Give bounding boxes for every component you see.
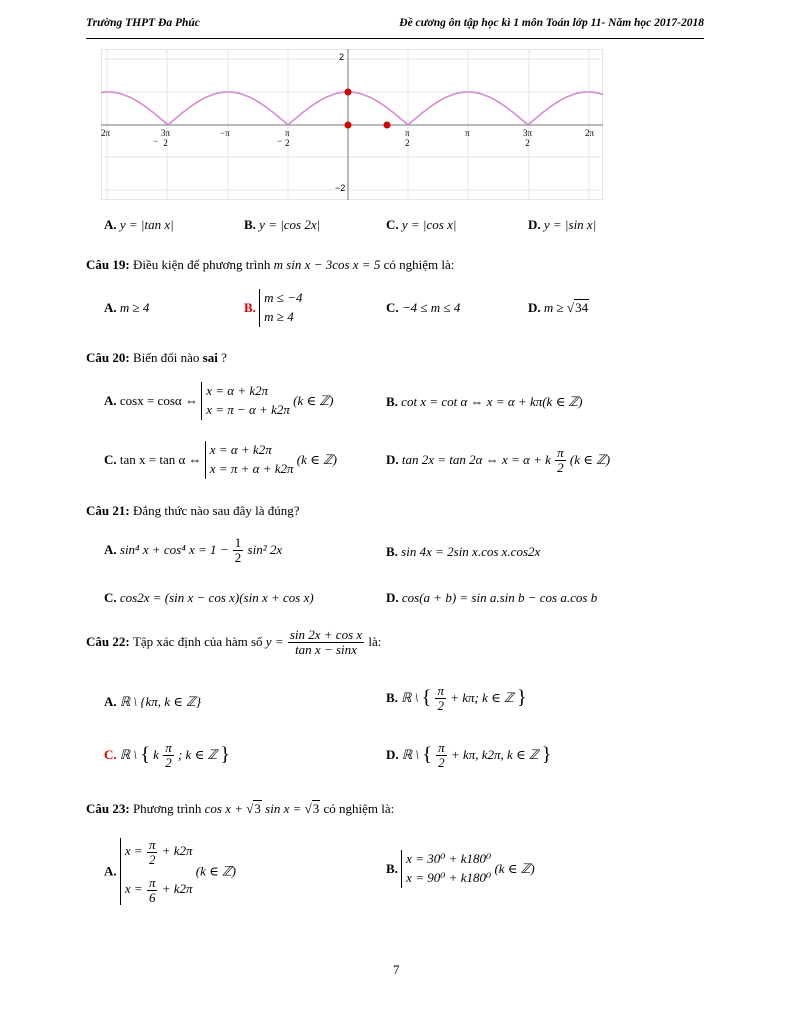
bracket-line: x = π − α + k2π: [206, 401, 290, 417]
denominator: 2: [165, 754, 172, 770]
question-number: Câu 19:: [86, 257, 130, 272]
numerator: π: [438, 740, 445, 755]
point-origin: [345, 122, 352, 129]
option-text: cos2x = (sin x − cos x)(sin x + cos x): [119, 590, 314, 605]
y-tick-bottom: −2: [335, 183, 346, 193]
q22-stem: [86, 628, 381, 656]
option-label: D.: [528, 300, 541, 315]
bracket-line: m ≥ 4: [264, 308, 294, 324]
x-tick-den: 2: [405, 138, 410, 148]
option-prefix: sin⁴ x + cos⁴ x = 1 −: [119, 542, 229, 558]
option-label: A.: [104, 217, 117, 232]
option-suffix: ; k ∈ ℤ: [177, 747, 218, 763]
bracket-line: x = α + k2π: [209, 442, 272, 457]
denominator: 2: [438, 754, 445, 770]
option-label: B.: [386, 544, 398, 559]
option-suffix: (k ∈ ℤ): [293, 392, 334, 408]
brace-close: }: [541, 743, 552, 766]
point-right: [384, 122, 391, 129]
option-label: A.: [104, 300, 117, 315]
q23-option-b[interactable]: [386, 850, 535, 888]
numerator: π: [437, 683, 444, 698]
function-graph: [101, 49, 603, 200]
option-text: y = |sin x|: [543, 217, 597, 232]
option-label: A.: [104, 694, 117, 709]
option-label: C.: [104, 590, 117, 605]
option-suffix: + kπ, k2π, k ∈ ℤ: [450, 747, 539, 763]
question-text: Phương trình: [132, 801, 202, 816]
option-text: m ≥ 4: [119, 300, 150, 315]
denominator: 2: [557, 459, 564, 475]
option-prefix: ℝ \: [401, 690, 419, 706]
option-bracket: [401, 850, 491, 888]
q21-option-c[interactable]: [104, 590, 314, 606]
option-prefix: tan 2x = tan 2α ⇔ x = α + k: [401, 452, 551, 468]
option-bracket: [259, 289, 302, 327]
x-tick-num: 3π: [161, 128, 171, 138]
sqrt-radicand: 34: [575, 300, 589, 315]
option-text: −4 ≤ m ≤ 4: [401, 300, 461, 315]
question-text: Biến đổi nào: [132, 350, 200, 365]
option-label: A.: [104, 392, 117, 408]
x-tick-label: [523, 128, 532, 148]
fraction: [555, 446, 566, 474]
q20-stem: [86, 350, 227, 366]
header-title: Đề cương ôn tập học kì 1 môn Toán lớp 11- Năm học 2017-2018: [399, 17, 704, 29]
question-equation: m sin x − 3cos x = 5: [273, 257, 381, 272]
option-label: B.: [244, 217, 256, 232]
q20-option-d[interactable]: [386, 446, 610, 474]
option-text: y = |cos x|: [401, 217, 457, 232]
q23-option-a[interactable]: [104, 838, 236, 905]
option-suffix: + kπ; k ∈ ℤ: [450, 690, 514, 706]
question-number: Câu 22:: [86, 634, 130, 650]
option-label: D.: [386, 747, 399, 763]
sqrt-radicand: 3: [312, 801, 320, 816]
sqrt-radicand: 3: [254, 801, 261, 816]
option-label: B.: [386, 690, 398, 706]
equation-part: sin x =: [265, 801, 305, 816]
x-tick-num: π: [285, 128, 290, 138]
q20-option-b[interactable]: [386, 394, 582, 410]
option-bracket: [201, 382, 290, 420]
bracket-line: x = α + k2π: [206, 383, 269, 398]
x-tick-label: 2π: [585, 128, 595, 138]
q20-option-c[interactable]: [104, 441, 337, 479]
q21-option-a[interactable]: [104, 536, 282, 564]
question-text: Điều kiện để phương trình: [132, 257, 271, 272]
option-label: B.: [386, 394, 398, 409]
option-prefix: tan x = tan α ⇔: [119, 451, 202, 467]
option-label: B.: [386, 860, 398, 876]
brace-open: {: [422, 743, 432, 766]
denominator: tan x − sinx: [295, 641, 357, 657]
q20-option-a[interactable]: [104, 382, 333, 420]
q19-stem: [86, 257, 454, 273]
graph-svg: [101, 49, 603, 200]
fraction: [163, 741, 174, 769]
y-tick-top: 2: [339, 52, 345, 62]
q22-option-c[interactable]: [104, 741, 230, 769]
x-tick-label: [405, 128, 410, 148]
equation-prefix: y =: [265, 634, 284, 650]
option-text: y = |tan x|: [119, 217, 174, 232]
option-label: D.: [386, 590, 399, 605]
q19-option-d[interactable]: D. m ≥ √34: [528, 300, 589, 315]
bracket-line: m ≤ −4: [264, 290, 303, 305]
option-label: A.: [104, 863, 117, 879]
q19-option-c[interactable]: [386, 300, 460, 316]
brace-close: }: [220, 743, 230, 766]
option-label: C.: [386, 300, 399, 315]
question-text: Tập xác định của hàm số: [132, 634, 263, 650]
brace-close: }: [516, 686, 527, 709]
bracket-line: x = 30⁰ + k180⁰: [406, 851, 492, 866]
x-tick-den: 2: [163, 138, 168, 148]
question-text: Đẳng thức nào sau đây là đúng?: [132, 503, 300, 518]
x-tick-label: −π: [220, 128, 230, 138]
fraction: [436, 741, 447, 769]
numerator: π: [557, 445, 564, 460]
option-text: sin 4x = 2sin x.cos x.cos2x: [401, 544, 541, 559]
q23-stem: Câu 23: Phương trình cos x + √3 sin x = √3 có nghiệm là:: [86, 801, 395, 816]
option-text: cot x = cot α ⇔ x = α + kπ(k ∈ ℤ): [401, 394, 583, 409]
bracket-line: x = $\frac{\pi}{6}$ + k2π: [124, 875, 193, 905]
denominator: 2: [234, 549, 242, 565]
option-suffix: (k ∈ ℤ): [195, 863, 236, 879]
option-bracket: [120, 838, 193, 905]
x-tick-minus: −: [277, 136, 283, 146]
question-tail: có nghiệm là:: [383, 257, 455, 272]
x-tick-den: 2: [525, 138, 530, 148]
x-tick-num: π: [405, 128, 410, 138]
option-prefix: ℝ \: [119, 747, 138, 763]
option-label: B.: [244, 299, 256, 315]
option-label: C.: [104, 747, 117, 763]
point-top: [345, 89, 352, 96]
option-prefix: cosx = cosα ⇔: [119, 392, 198, 408]
question-number: Câu 23:: [86, 801, 130, 816]
option-bracket: [205, 441, 294, 479]
x-tick-label: [285, 128, 290, 148]
question-number: Câu 20:: [86, 350, 130, 365]
q21-option-d[interactable]: [386, 590, 597, 606]
brace-open: {: [421, 686, 432, 709]
question-tail: là:: [368, 634, 382, 650]
question-tail: ?: [221, 350, 227, 365]
bracket-line: x = $\frac{\pi}{2}$ + k2π: [124, 837, 193, 867]
x-tick-label: [161, 128, 170, 148]
x-tick-label: 2π: [101, 128, 111, 138]
q19-option-a[interactable]: [104, 300, 149, 316]
q18-option-b[interactable]: [244, 217, 320, 233]
option-label: D.: [528, 217, 541, 232]
x-tick-num: 3π: [523, 128, 533, 138]
option-text: y = |cos 2x|: [259, 217, 321, 232]
q21-stem: [86, 503, 300, 519]
fraction: [233, 536, 244, 564]
option-label: A.: [104, 542, 117, 558]
numerator: 1: [234, 535, 242, 550]
option-suffix: (k ∈ ℤ): [569, 452, 611, 468]
option-label: D.: [386, 452, 399, 468]
numerator: sin 2x + cos x: [289, 627, 363, 642]
q18-option-a[interactable]: [104, 217, 174, 233]
option-label: C.: [386, 217, 399, 232]
option-coef: k: [153, 747, 159, 763]
q21-option-b[interactable]: [386, 544, 540, 560]
page-number: 7: [393, 962, 400, 977]
fraction: [435, 684, 446, 712]
q22-option-a[interactable]: [104, 694, 201, 710]
option-suffix: (k ∈ ℤ): [494, 860, 535, 876]
option-suffix: (k ∈ ℤ): [296, 451, 337, 467]
bracket-gap: [125, 866, 193, 876]
denominator: 2: [437, 697, 444, 713]
question-emphasis: sai: [202, 350, 218, 365]
equation-part: cos x +: [204, 801, 247, 816]
header-school: Trường THPT Đa Phúc: [86, 17, 200, 29]
q22-option-d[interactable]: [386, 741, 551, 769]
bracket-line: x = π + α + k2π: [209, 460, 294, 476]
numerator: π: [165, 740, 172, 755]
q18-option-c[interactable]: [386, 217, 456, 233]
bracket-line: x = 90⁰ + k180⁰: [406, 869, 492, 885]
question-tail: có nghiệm là:: [323, 801, 395, 816]
option-text: m ≥: [543, 300, 567, 315]
header-rule: [86, 38, 704, 39]
option-text: cos(a + b) = sin a.sin b − cos a.cos b: [401, 590, 598, 605]
q18-option-d[interactable]: [528, 217, 596, 233]
x-tick-minus: −: [153, 136, 159, 146]
option-prefix: ℝ \: [401, 747, 420, 763]
q22-option-b[interactable]: [386, 684, 527, 712]
option-suffix: sin² 2x: [247, 542, 283, 558]
x-tick-den: 2: [285, 138, 290, 148]
option-label: C.: [104, 451, 117, 467]
x-tick-label: π: [465, 128, 470, 138]
fraction: [288, 628, 364, 656]
brace-open: {: [140, 743, 150, 766]
option-text: ℝ \ {kπ, k ∈ ℤ}: [119, 694, 202, 709]
question-number: Câu 21:: [86, 503, 130, 518]
q19-option-b[interactable]: [244, 289, 302, 327]
